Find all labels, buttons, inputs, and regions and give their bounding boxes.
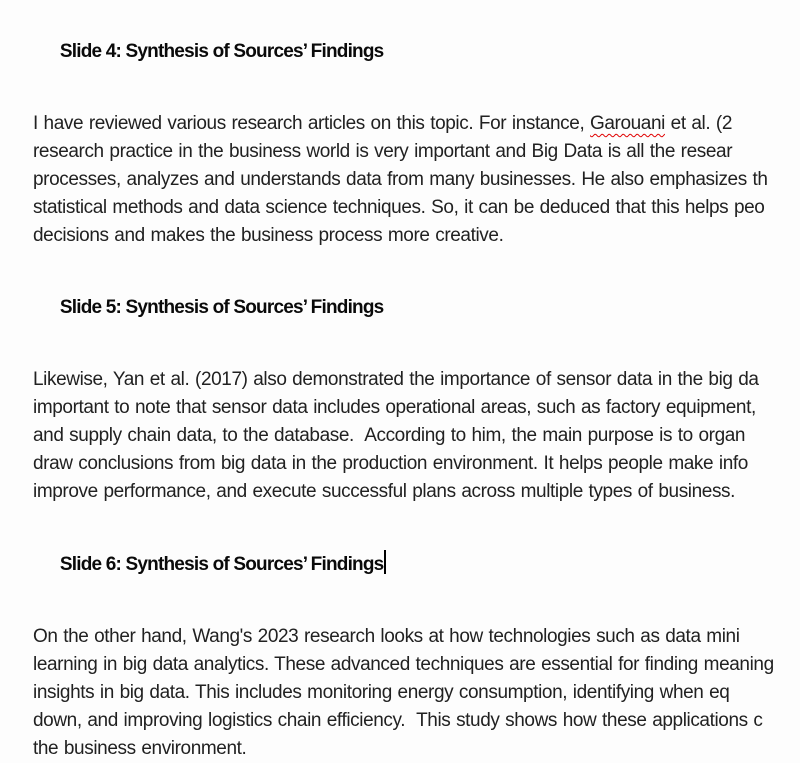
slide-6-paragraph[interactable]	[33, 623, 800, 763]
slide-4-heading[interactable]	[33, 10, 800, 94]
text-line[interactable]: processes, analyzes and understands data from many businesses. He also emphasizes th	[33, 169, 768, 190]
text-line[interactable]: research practice in the business world is very important and Big Data is all the resear	[33, 141, 733, 162]
text-line[interactable]: statistical methods and data science techniques. So, it can be deduced that this helps peo	[33, 197, 765, 218]
slide-5-section	[33, 266, 800, 506]
text-line[interactable]: I have reviewed various research articles on this topic. For instance, Garouani et al. (2	[33, 113, 733, 134]
slide-4-heading-text: Slide 4: Synthesis of Sources’ Findings	[59, 41, 384, 62]
text-cursor	[384, 550, 386, 574]
slide-5-heading[interactable]	[33, 266, 800, 350]
text-line[interactable]: On the other hand, Wang's 2023 research looks at how technologies such as data mini	[33, 626, 740, 647]
slide-4-section	[33, 10, 800, 250]
text-line[interactable]: down, and improving logistics chain efficiency. This study shows how these applications c	[33, 710, 763, 731]
text-line[interactable]: insights in big data. This includes monitoring energy consumption, identifying when eq	[33, 682, 730, 703]
text-line[interactable]: the business environment.	[33, 738, 247, 759]
text-line[interactable]: Likewise, Yan et al. (2017) also demonstrated the importance of sensor data in the big da	[33, 369, 759, 390]
slide-6-section	[33, 522, 800, 763]
slide-6-heading[interactable]	[33, 522, 800, 607]
slide-6-heading-text: Slide 6: Synthesis of Sources’ Findings	[59, 554, 384, 575]
text-line[interactable]: and supply chain data, to the database. According to him, the main purpose is to organ	[33, 425, 746, 446]
text-line[interactable]: important to note that sensor data includes operational areas, such as factory equipment,	[33, 397, 756, 418]
misspelled-word[interactable]: Garouani	[590, 113, 665, 134]
text-line[interactable]: learning in big data analytics. These advanced techniques are essential for finding meaning	[33, 654, 774, 675]
text-line[interactable]: draw conclusions from big data in the production environment. It helps people make info	[33, 453, 748, 474]
slide-5-paragraph[interactable]	[33, 366, 800, 506]
slide-4-paragraph[interactable]	[33, 110, 800, 250]
text-line[interactable]: improve performance, and execute successful plans across multiple types of business.	[33, 481, 736, 502]
text-line[interactable]: decisions and makes the business process more creative.	[33, 225, 504, 246]
slide-5-heading-text: Slide 5: Synthesis of Sources’ Findings	[59, 297, 384, 318]
